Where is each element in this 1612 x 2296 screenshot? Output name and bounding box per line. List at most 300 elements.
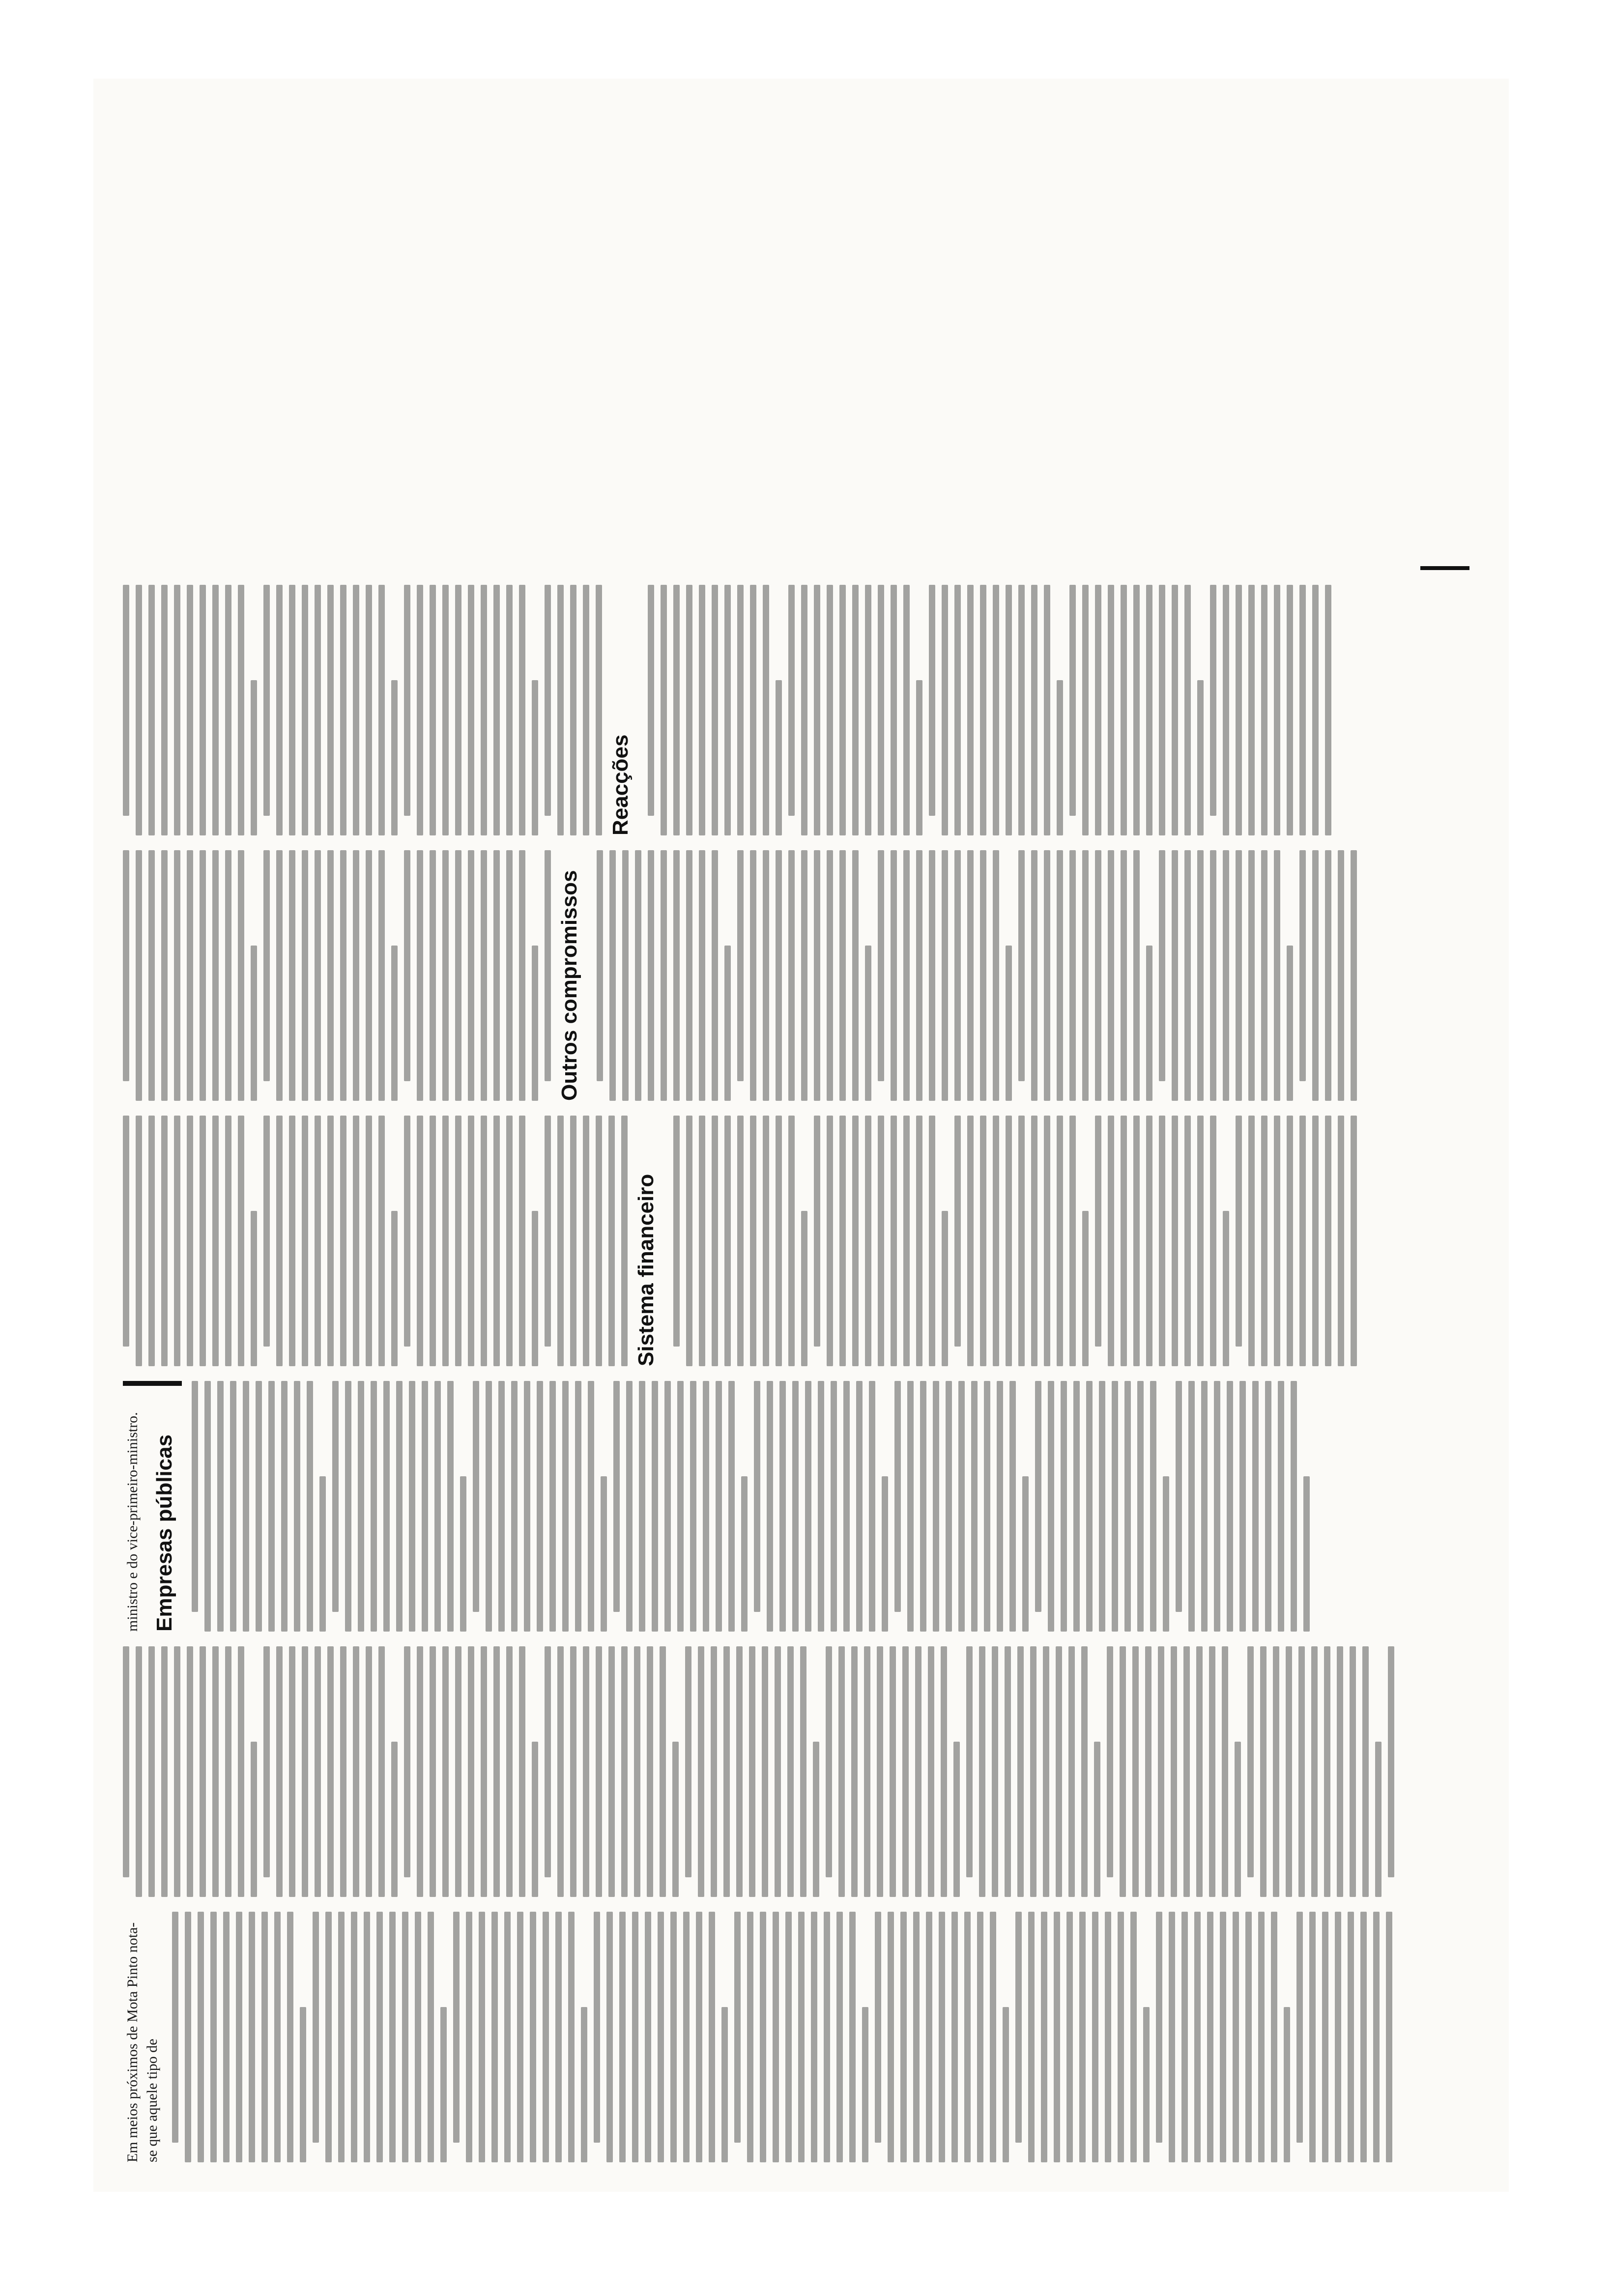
text-line: [276, 585, 283, 835]
text-line: [1105, 1912, 1111, 2162]
text-line: [699, 850, 705, 1101]
text-line: [1252, 1381, 1259, 1632]
text-line: [545, 1646, 551, 1877]
text-line: [852, 585, 859, 835]
text-line: [345, 1381, 351, 1632]
text-line: [287, 1912, 293, 2162]
text-line: [1299, 850, 1306, 1081]
text-line: [506, 585, 513, 835]
text-line: [621, 1116, 628, 1366]
text-line: [1303, 1476, 1310, 1632]
text-line: [673, 850, 680, 1101]
text-line: [907, 1381, 914, 1632]
text-line: [402, 1912, 408, 2162]
text-line: [1265, 1381, 1271, 1632]
text-line: [1261, 850, 1267, 1101]
text-line: [1006, 1116, 1012, 1366]
text-line: [307, 1381, 313, 1632]
text-line: [882, 1476, 888, 1632]
text-line: [878, 585, 884, 835]
text-line: [1159, 1116, 1165, 1366]
text-line: [626, 1381, 633, 1632]
text-line: [1197, 1116, 1204, 1366]
text-line: [378, 1646, 385, 1897]
text-line: [210, 1912, 217, 2162]
text-line: [493, 1116, 500, 1366]
text-line: [430, 1116, 436, 1366]
text-line: [670, 1912, 677, 2162]
text-line: [776, 680, 782, 835]
text-line: [1099, 1381, 1105, 1632]
text-line: [238, 585, 244, 835]
text-line: [466, 1912, 472, 2162]
text-line: [686, 850, 692, 1101]
text-line: [570, 585, 576, 835]
text-line: [353, 585, 359, 835]
text-line: [1184, 1116, 1191, 1366]
text-line: [481, 850, 487, 1101]
text-line: [913, 1912, 920, 2162]
text-line: [353, 850, 359, 1101]
text-line: [391, 1742, 398, 1897]
text-line: [517, 1912, 523, 2162]
text-line: [1169, 1912, 1175, 2162]
text-line: [200, 585, 206, 835]
text-line: [597, 850, 603, 1081]
text-line: [415, 1912, 421, 2162]
text-line: [430, 850, 436, 1101]
text-line: [545, 850, 551, 1081]
text-line: [635, 850, 641, 1101]
text-line: [1223, 585, 1229, 835]
text-line: [251, 946, 257, 1101]
text-line: [557, 1646, 564, 1897]
text-line: [325, 1912, 332, 2162]
text-line: [223, 1912, 230, 2162]
text-line: [455, 850, 461, 1101]
text-line: [442, 585, 449, 835]
text-line: [1112, 1381, 1118, 1632]
text-line: [555, 1912, 562, 2162]
text-line: [984, 1381, 990, 1632]
text-line: [903, 585, 910, 835]
text-line: [1209, 1646, 1215, 1897]
text-line: [1006, 585, 1012, 835]
text-line: [1069, 585, 1076, 816]
text-line: [652, 1381, 658, 1632]
column-5-text-block-top: [123, 850, 551, 1101]
text-line: [645, 1912, 651, 2162]
text-line: [958, 1381, 965, 1632]
text-line: [824, 1912, 830, 2162]
column-3-text-block: [192, 1381, 1310, 1632]
text-line: [1015, 1912, 1022, 2143]
text-line: [1044, 1116, 1050, 1366]
text-line: [519, 1116, 525, 1366]
text-line: [442, 850, 449, 1101]
text-line: [754, 1381, 760, 1612]
text-line: [1201, 1381, 1208, 1632]
text-line: [389, 1912, 396, 2162]
text-line: [661, 585, 667, 835]
text-line: [1172, 850, 1178, 1101]
text-line: [530, 1912, 536, 2162]
text-line: [440, 2007, 447, 2162]
column-rule-mark: [1420, 566, 1469, 570]
text-line: [920, 1381, 926, 1632]
text-line: [966, 1646, 973, 1877]
text-line: [1278, 1381, 1284, 1632]
text-line: [1082, 585, 1089, 835]
text-line: [192, 1381, 198, 1612]
text-line: [1325, 1116, 1331, 1366]
text-line: [619, 1912, 626, 2162]
column-2-text-block: [123, 1646, 1394, 1897]
text-line: [225, 850, 231, 1101]
text-line: [1324, 1646, 1330, 1897]
text-line: [404, 850, 410, 1081]
text-line: [916, 680, 922, 835]
text-line: [801, 1211, 807, 1366]
text-line: [493, 1646, 500, 1897]
text-line: [453, 1912, 460, 2143]
text-line: [763, 585, 769, 835]
text-line: [1362, 1646, 1369, 1897]
text-line: [468, 850, 474, 1101]
text-line: [1176, 1381, 1182, 1612]
text-line: [1079, 1912, 1086, 2162]
text-line: [417, 1116, 423, 1366]
text-line: [1159, 585, 1165, 835]
text-line: [997, 1381, 1003, 1632]
text-line: [1056, 1646, 1062, 1897]
text-line: [1108, 1116, 1114, 1366]
text-line: [506, 1116, 513, 1366]
text-line: [281, 1381, 288, 1632]
text-line: [498, 1381, 505, 1632]
text-line: [417, 1646, 423, 1897]
text-line: [1184, 585, 1191, 835]
text-line: [1247, 1646, 1254, 1877]
text-line: [1132, 1646, 1139, 1897]
text-line: [1095, 585, 1101, 835]
text-line: [1068, 1646, 1075, 1897]
column-5-text-block-bottom: [597, 850, 1357, 1101]
text-line: [1143, 2007, 1150, 2162]
text-line: [979, 1646, 985, 1897]
text-line: [728, 1381, 735, 1632]
text-line: [1284, 2007, 1290, 2162]
text-line: [1108, 585, 1114, 835]
text-line: [788, 850, 795, 1101]
text-line: [1028, 1912, 1035, 2162]
text-line: [455, 1116, 461, 1366]
text-line: [238, 1116, 244, 1366]
text-line: [891, 585, 897, 835]
text-line: [1271, 1912, 1277, 2162]
text-line: [801, 585, 807, 835]
text-line: [315, 585, 321, 835]
text-line: [1094, 1742, 1100, 1897]
text-line: [596, 1646, 602, 1897]
text-line: [891, 850, 897, 1101]
text-line: [1095, 850, 1101, 1101]
text-line: [1296, 1912, 1303, 2143]
text-line: [422, 1381, 428, 1632]
text-line: [1073, 1381, 1080, 1632]
text-line: [174, 1646, 180, 1897]
text-line: [851, 1646, 858, 1897]
text-line: [1150, 1381, 1156, 1632]
text-line: [609, 850, 616, 1101]
text-line: [993, 585, 999, 835]
text-line: [811, 1912, 817, 2162]
text-line: [942, 1211, 948, 1366]
text-line: [622, 850, 629, 1101]
text-line: [174, 585, 180, 835]
text-line: [839, 585, 846, 835]
text-line: [1312, 850, 1319, 1101]
text-line: [1181, 1912, 1188, 2162]
text-line: [506, 850, 513, 1101]
text-line: [532, 1211, 538, 1366]
text-line: [315, 850, 321, 1101]
text-line: [1188, 1381, 1195, 1632]
text-line: [532, 946, 538, 1101]
text-line: [724, 585, 731, 835]
text-line: [685, 1646, 691, 1877]
text-line: [557, 585, 564, 835]
text-line: [933, 1381, 939, 1632]
text-line: [862, 2007, 868, 2162]
text-line: [212, 1116, 219, 1366]
text-line: [865, 946, 871, 1101]
text-line: [1360, 1912, 1367, 2162]
text-line: [1172, 585, 1178, 835]
text-line: [990, 1912, 996, 2162]
text-line: [315, 1646, 321, 1897]
text-line: [776, 1116, 782, 1366]
text-line: [261, 1912, 268, 2162]
text-line: [519, 850, 525, 1101]
text-line: [1069, 1116, 1076, 1366]
text-line: [1044, 585, 1050, 835]
text-line: [1248, 585, 1255, 835]
text-line: [1194, 1912, 1201, 2162]
text-line: [677, 1381, 684, 1632]
text-line: [967, 1116, 974, 1366]
text-line: [1248, 1116, 1255, 1366]
text-line: [915, 1646, 921, 1897]
text-line: [1273, 1646, 1279, 1897]
text-line: [249, 1912, 255, 2162]
text-line: [391, 1211, 398, 1366]
text-line: [562, 1381, 569, 1632]
section-heading-sistema-financeiro: Sistema financeiro: [634, 1174, 658, 1366]
column-1-text-block: [172, 1912, 1392, 2162]
text-line: [596, 585, 602, 835]
text-line: [673, 1116, 680, 1347]
text-line: [200, 1116, 206, 1366]
text-line: [351, 1912, 357, 2162]
text-line: [606, 1912, 613, 2162]
text-line: [632, 1912, 638, 2162]
text-line: [588, 1381, 594, 1632]
text-line: [929, 1116, 935, 1366]
text-line: [1287, 585, 1293, 835]
text-line: [888, 1912, 894, 2162]
text-line: [1158, 1646, 1164, 1897]
text-line: [251, 1742, 257, 1897]
text-line: [276, 1646, 283, 1897]
text-line: [376, 1912, 383, 2162]
text-line: [404, 585, 410, 816]
text-line: [583, 1646, 589, 1897]
text-line: [696, 1912, 702, 2162]
text-line: [187, 585, 193, 835]
text-line: [1043, 1646, 1049, 1897]
text-line: [504, 1912, 511, 2162]
text-line: [332, 1381, 339, 1612]
text-line: [827, 1116, 833, 1366]
text-line: [1261, 1116, 1267, 1366]
text-line: [274, 1912, 281, 2162]
text-line: [875, 1912, 881, 2143]
text-line: [1057, 1116, 1063, 1366]
text-line: [327, 1646, 334, 1897]
text-line: [468, 1116, 474, 1366]
text-line: [1057, 680, 1063, 835]
text-line: [776, 850, 782, 1101]
text-line: [621, 1646, 628, 1897]
column-3-lead: ministro e do vice-primeiro-ministro.: [124, 1412, 141, 1632]
text-line: [187, 1116, 193, 1366]
text-line: [1044, 850, 1050, 1101]
column-4-text-block-bottom: [673, 1116, 1357, 1366]
text-line: [545, 1116, 551, 1347]
text-line: [1207, 1912, 1213, 2162]
text-line: [596, 1116, 602, 1366]
text-line: [1236, 1116, 1242, 1347]
text-line: [849, 1912, 856, 2162]
text-line: [690, 1381, 696, 1632]
text-line: [1137, 1381, 1144, 1632]
text-line: [225, 585, 231, 835]
text-line: [894, 1381, 901, 1612]
text-line: [148, 850, 155, 1101]
text-line: [903, 850, 910, 1101]
text-line: [1082, 1211, 1089, 1366]
text-line: [672, 1742, 679, 1897]
text-line: [1337, 1646, 1343, 1897]
column-6-text-block-bottom: [648, 585, 1331, 835]
text-line: [185, 1912, 191, 2162]
text-line: [1145, 1646, 1151, 1897]
text-line: [785, 1912, 792, 2162]
text-line: [992, 1646, 998, 1897]
text-line: [1124, 1381, 1131, 1632]
text-line: [805, 1381, 811, 1632]
text-line: [1196, 1646, 1203, 1897]
text-line: [493, 850, 500, 1101]
text-line: [1133, 1116, 1140, 1366]
text-line: [1223, 1211, 1229, 1366]
text-line: [686, 1116, 692, 1366]
text-line: [773, 1912, 779, 2162]
text-line: [123, 585, 129, 816]
text-line: [827, 850, 833, 1101]
text-line: [1311, 1646, 1318, 1897]
text-line: [1386, 1912, 1392, 2162]
text-line: [890, 1646, 896, 1897]
text-line: [404, 1116, 410, 1347]
text-line: [1227, 1381, 1233, 1632]
text-line: [673, 585, 680, 835]
text-line: [1156, 1912, 1162, 2143]
text-line: [256, 1381, 262, 1632]
column-6: [123, 585, 1479, 835]
text-line: [302, 850, 308, 1101]
text-line: [1210, 850, 1216, 1101]
text-line: [1286, 1646, 1292, 1897]
text-line: [698, 1646, 704, 1897]
text-line: [294, 1381, 300, 1632]
text-line: [1223, 850, 1229, 1101]
text-line: [891, 1116, 897, 1366]
text-line: [1031, 585, 1037, 835]
text-line: [404, 1646, 410, 1877]
text-line: [1031, 1116, 1037, 1366]
text-line: [1338, 850, 1344, 1101]
column-1-lead: Em meios próximos de Mota Pinto nota-se que aquele tipo de: [124, 1922, 160, 2162]
text-line: [843, 1381, 850, 1632]
text-line: [263, 1646, 270, 1877]
text-line: [977, 1912, 983, 2162]
text-line: [1322, 1912, 1328, 2162]
text-line: [289, 850, 295, 1101]
text-line: [391, 680, 398, 835]
text-line: [1350, 1646, 1356, 1897]
text-line: [1121, 1116, 1127, 1366]
text-line: [1373, 1912, 1380, 2162]
text-line: [711, 1646, 717, 1897]
text-line: [581, 2007, 587, 2162]
text-line: [148, 1646, 155, 1897]
text-line: [353, 1116, 359, 1366]
text-line: [302, 1116, 308, 1366]
text-line: [775, 1646, 781, 1897]
text-line: [762, 1646, 768, 1897]
text-line: [1261, 585, 1267, 835]
text-line: [1018, 585, 1025, 835]
text-line: [818, 1381, 824, 1632]
text-line: [340, 585, 346, 835]
text-line: [575, 1381, 581, 1632]
text-line: [1274, 585, 1280, 835]
text-line: [1210, 1116, 1216, 1366]
text-line: [903, 1116, 910, 1366]
text-line: [1172, 1116, 1178, 1366]
text-line: [1035, 1381, 1041, 1612]
section-heading-empresas-publicas: Empresas públicas: [152, 1434, 176, 1632]
text-line: [300, 2007, 306, 2162]
text-line: [683, 1912, 690, 2162]
text-line: [1118, 1912, 1124, 2162]
text-line: [827, 585, 833, 835]
text-line: [993, 1116, 999, 1366]
text-line: [583, 585, 589, 835]
text-line: [217, 1381, 224, 1632]
